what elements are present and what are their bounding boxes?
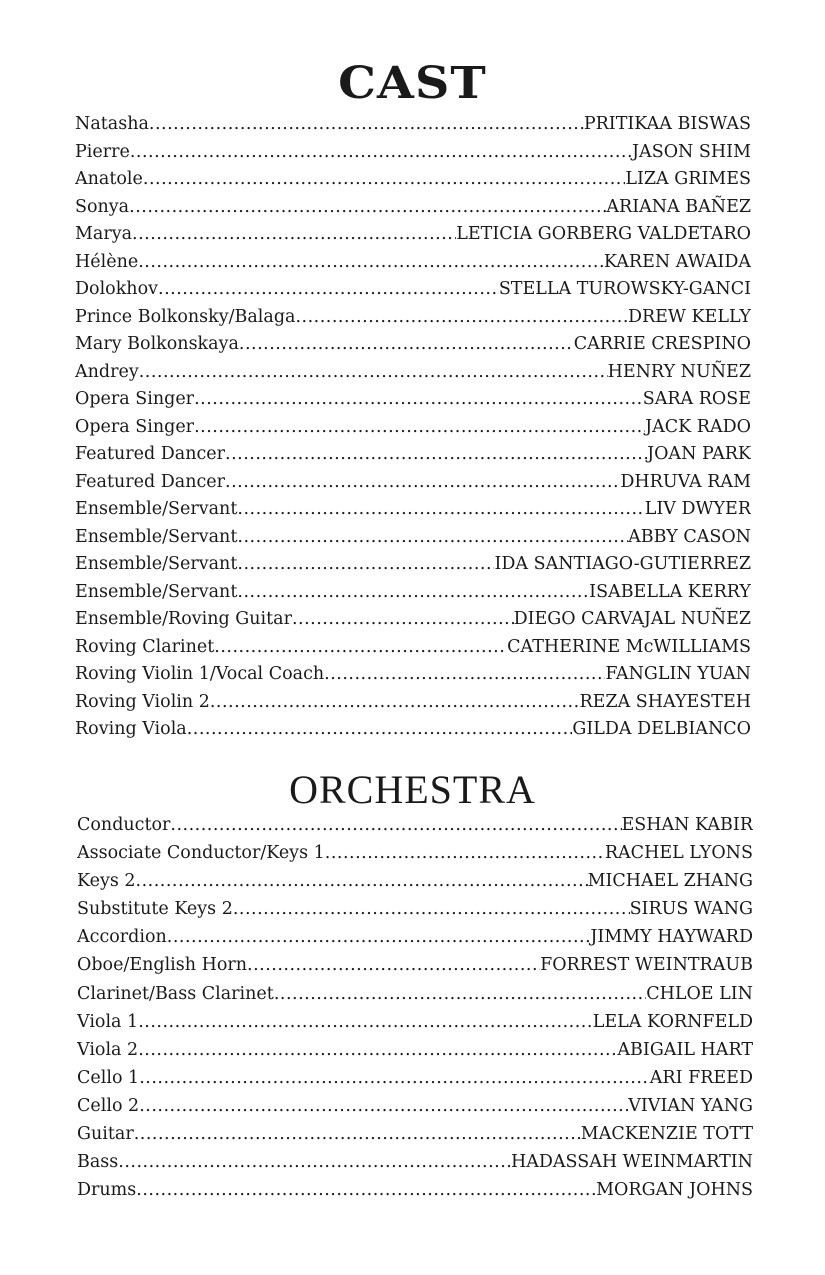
cast-performer-name: JACK RADO <box>645 416 751 437</box>
dot-leader <box>132 221 456 249</box>
orchestra-performer-name: RACHEL LYONS <box>604 843 753 864</box>
dot-leader <box>210 689 580 717</box>
cast-performer-name: CATHERINE McWILLIAMS <box>507 636 751 657</box>
dot-leader <box>233 895 630 923</box>
orchestra-entry <box>77 1148 753 1176</box>
dot-leader <box>138 249 604 277</box>
orchestra-role: Substitute Keys 2 <box>77 899 233 920</box>
cast-entry <box>75 111 751 139</box>
orchestra-entry <box>77 951 753 979</box>
dot-leader <box>214 634 507 662</box>
cast-entry <box>75 579 751 607</box>
cast-role: Opera Singer <box>75 389 195 409</box>
orchestra-performer-name: MICHAEL ZHANG <box>587 871 753 892</box>
orchestra-role: Oboe/English Horn <box>77 955 248 976</box>
cast-entry <box>75 606 751 634</box>
cast-role: Featured Dancer <box>75 444 226 464</box>
dot-leader <box>139 1064 650 1092</box>
orchestra-role: Clarinet/Bass Clarinet <box>77 983 274 1004</box>
cast-performer-name: IDA SANTIAGO-GUTIERREZ <box>494 554 751 574</box>
cast-performer-name: KAREN AWAIDA <box>603 251 751 272</box>
dot-leader <box>187 716 573 744</box>
dot-leader <box>237 579 589 607</box>
cast-entry <box>75 661 751 689</box>
orchestra-entry <box>77 839 753 867</box>
dot-leader <box>194 414 645 442</box>
cast-performer-name: CARRIE CRESPINO <box>573 334 751 354</box>
cast-entry <box>75 524 751 552</box>
cast-entry <box>75 221 751 249</box>
cast-entry <box>75 496 751 524</box>
orchestra-performer-name: CHLOE LIN <box>646 983 753 1004</box>
dot-leader <box>292 606 514 634</box>
cast-entry <box>75 441 751 469</box>
dot-leader <box>225 469 620 497</box>
dot-leader <box>129 194 606 222</box>
cast-entry <box>75 139 751 167</box>
dot-leader <box>139 359 608 387</box>
orchestra-role: Guitar <box>77 1124 134 1145</box>
cast-entry <box>75 331 751 359</box>
dot-leader <box>225 441 647 469</box>
cast-entry <box>75 414 751 442</box>
cast-performer-name: JOAN PARK <box>647 444 751 464</box>
dot-leader <box>237 551 494 579</box>
orchestra-performer-name: LELA KORNFELD <box>592 1011 753 1032</box>
cast-entry <box>75 194 751 222</box>
orchestra-role: Viola 2 <box>77 1039 139 1060</box>
orchestra-performer-name: VIVIAN YANG <box>628 1095 753 1116</box>
cast-entry <box>75 689 751 717</box>
cast-performer-name: LETICIA GORBERG VALDETARO <box>456 224 751 244</box>
cast-role: Ensemble/Servant <box>75 554 238 574</box>
orchestra-performer-name: ESHAN KABIR <box>621 815 753 835</box>
orchestra-role: Accordion <box>77 927 167 948</box>
orchestra-entry <box>77 1176 753 1204</box>
orchestra-role: Viola 1 <box>77 1011 139 1032</box>
cast-performer-name: DREW KELLY <box>627 306 751 327</box>
cast-performer-name: PRITIKAA BISWAS <box>583 114 751 134</box>
dot-leader <box>136 1176 596 1204</box>
orchestra-performer-name: JIMMY HAYWARD <box>590 927 753 948</box>
cast-role: Ensemble/Servant <box>75 581 238 602</box>
dot-leader <box>149 111 584 139</box>
orchestra-role: Keys 2 <box>77 871 136 892</box>
cast-performer-name: DIEGO CARVAJAL NUÑEZ <box>513 609 751 629</box>
orchestra-role: Drums <box>77 1180 137 1201</box>
cast-entry <box>75 166 751 194</box>
orchestra-heading: ORCHESTRA <box>289 767 536 812</box>
dot-leader <box>237 496 644 524</box>
cast-performer-name: REZA SHAYESTEH <box>579 691 751 712</box>
cast-role: Andrey <box>75 361 139 382</box>
orchestra-entry <box>77 1092 753 1120</box>
dot-leader <box>325 839 605 867</box>
orchestra-performer-name: SIRUS WANG <box>629 899 753 920</box>
dot-leader <box>167 923 591 951</box>
dot-leader <box>158 276 499 304</box>
dot-leader <box>237 524 628 552</box>
orchestra-role: Conductor <box>77 815 171 835</box>
cast-role: Roving Violin 1/Vocal Coach <box>75 664 325 684</box>
cast-entry <box>75 276 751 304</box>
dot-leader <box>138 1036 617 1064</box>
cast-performer-name: JASON SHIM <box>632 141 751 162</box>
cast-performer-name: HENRY NUÑEZ <box>607 361 751 382</box>
orchestra-entry <box>77 1064 753 1092</box>
cast-performer-name: ABBY CASON <box>628 526 751 547</box>
orchestra-performer-name: MORGAN JOHNS <box>596 1180 753 1201</box>
dot-leader <box>324 661 605 689</box>
cast-role: Mary Bolkonskaya <box>75 334 239 354</box>
dot-leader <box>274 980 646 1008</box>
orchestra-entry <box>77 1036 753 1064</box>
cast-performer-name: DHRUVA RAM <box>620 471 751 492</box>
cast-role: Ensemble/Roving Guitar <box>75 609 292 629</box>
dot-leader <box>130 139 632 167</box>
cast-entry <box>75 716 751 744</box>
cast-entry <box>75 304 751 332</box>
cast-entry <box>75 359 751 387</box>
cast-role: Roving Violin 2 <box>75 691 210 712</box>
dot-leader <box>194 386 643 414</box>
cast-role: Hélène <box>75 251 139 272</box>
cast-role: Roving Viola <box>75 719 187 739</box>
cast-entry <box>75 551 751 579</box>
cast-performer-name: LIZA GRIMES <box>625 169 751 189</box>
cast-performer-name: LIV DWYER <box>644 499 751 519</box>
cast-performer-name: SARA ROSE <box>642 389 751 409</box>
cast-performer-name: STELLA TUROWSKY-GANCI <box>498 279 751 299</box>
cast-entry <box>75 469 751 497</box>
cast-role: Opera Singer <box>75 416 195 437</box>
dot-leader <box>139 1092 628 1120</box>
orchestra-performer-name: HADASSAH WEINMARTIN <box>510 1152 753 1173</box>
cast-role: Featured Dancer <box>75 471 226 492</box>
orchestra-entry <box>77 980 753 1008</box>
cast-role: Marya <box>75 224 133 244</box>
cast-role: Ensemble/Servant <box>75 526 238 547</box>
cast-role: Prince Bolkonsky/Balaga <box>75 306 296 327</box>
orchestra-role: Cello 1 <box>77 1067 140 1088</box>
cast-heading: CAST <box>338 58 487 109</box>
cast-performer-name: ISABELLA KERRY <box>589 581 751 602</box>
cast-entry <box>75 386 751 414</box>
orchestra-performer-name: FORREST WEINTRAUB <box>540 955 753 976</box>
orchestra-list <box>77 811 753 1204</box>
orchestra-role: Associate Conductor/Keys 1 <box>77 843 325 864</box>
orchestra-performer-name: ABIGAIL HART <box>617 1039 753 1060</box>
cast-performer-name: FANGLIN YUAN <box>605 664 751 684</box>
cast-performer-name: ARIANA BAÑEZ <box>606 196 751 217</box>
dot-leader <box>138 1008 593 1036</box>
orchestra-entry <box>77 923 753 951</box>
cast-entry <box>75 249 751 277</box>
orchestra-role: Bass <box>77 1152 119 1173</box>
dot-leader <box>239 331 574 359</box>
cast-role: Sonya <box>75 196 130 217</box>
dot-leader <box>118 1148 511 1176</box>
cast-entry <box>75 634 751 662</box>
dot-leader <box>134 1120 581 1148</box>
dot-leader <box>143 166 625 194</box>
cast-role: Pierre <box>75 141 130 162</box>
cast-role: Ensemble/Servant <box>75 499 238 519</box>
orchestra-entry <box>77 867 753 895</box>
dot-leader <box>295 304 627 332</box>
orchestra-entry <box>77 1120 753 1148</box>
cast-role: Natasha <box>75 114 149 134</box>
cast-role: Dolokhov <box>75 279 158 299</box>
orchestra-performer-name: ARI FREED <box>649 1067 753 1088</box>
orchestra-performer-name: MACKENZIE TOTT <box>580 1124 753 1145</box>
dot-leader <box>136 867 588 895</box>
orchestra-entry <box>77 1008 753 1036</box>
orchestra-role: Cello 2 <box>77 1095 140 1116</box>
dot-leader <box>247 951 540 979</box>
orchestra-entry <box>77 895 753 923</box>
cast-performer-name: GILDA DELBIANCO <box>572 719 751 739</box>
dot-leader <box>170 811 621 839</box>
cast-role: Anatole <box>75 169 143 189</box>
orchestra-entry <box>77 811 753 839</box>
cast-list <box>75 111 751 744</box>
cast-role: Roving Clarinet <box>75 636 215 657</box>
